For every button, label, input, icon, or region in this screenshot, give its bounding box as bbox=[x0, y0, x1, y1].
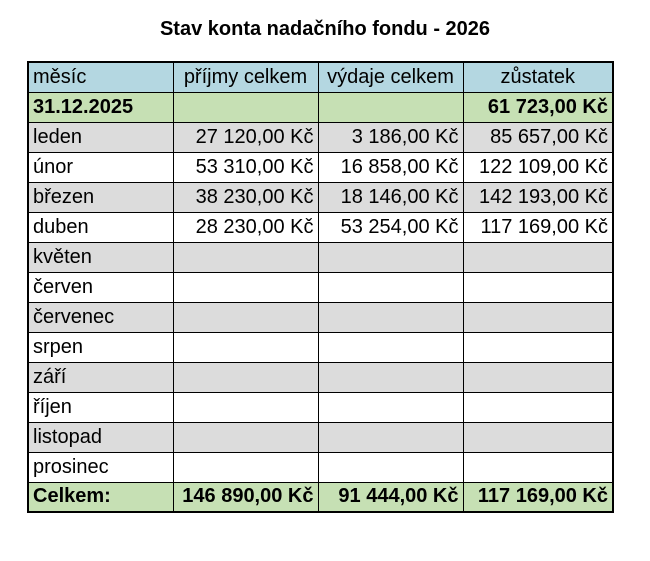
header-income[interactable]: příjmy celkem bbox=[173, 62, 318, 92]
balance-cell[interactable] bbox=[463, 392, 613, 422]
table-row bbox=[28, 152, 613, 182]
expenses-cell[interactable] bbox=[318, 452, 463, 482]
balance-cell[interactable]: 85 657,00 Kč bbox=[463, 122, 613, 152]
table-row bbox=[28, 272, 613, 302]
month-cell[interactable]: duben bbox=[28, 212, 173, 242]
income-cell[interactable] bbox=[173, 362, 318, 392]
income-cell[interactable] bbox=[173, 332, 318, 362]
balance-cell[interactable] bbox=[463, 422, 613, 452]
table-row bbox=[28, 362, 613, 392]
balance-cell[interactable]: 117 169,00 Kč bbox=[463, 212, 613, 242]
income-cell[interactable] bbox=[173, 242, 318, 272]
table-row bbox=[28, 212, 613, 242]
expenses-cell[interactable] bbox=[318, 302, 463, 332]
income-cell[interactable]: 27 120,00 Kč bbox=[173, 122, 318, 152]
month-cell[interactable]: srpen bbox=[28, 332, 173, 362]
month-cell[interactable]: květen bbox=[28, 242, 173, 272]
total-expenses[interactable]: 91 444,00 Kč bbox=[318, 482, 463, 512]
month-cell[interactable]: říjen bbox=[28, 392, 173, 422]
income-cell[interactable]: 28 230,00 Kč bbox=[173, 212, 318, 242]
header-row bbox=[28, 62, 613, 92]
table-row bbox=[28, 422, 613, 452]
table-row bbox=[28, 302, 613, 332]
balance-cell[interactable] bbox=[463, 362, 613, 392]
total-row bbox=[28, 482, 613, 512]
income-cell[interactable] bbox=[173, 302, 318, 332]
expenses-cell[interactable] bbox=[318, 242, 463, 272]
table-row bbox=[28, 332, 613, 362]
opening-expenses[interactable] bbox=[318, 92, 463, 122]
header-expenses[interactable]: výdaje celkem bbox=[318, 62, 463, 92]
expenses-cell[interactable] bbox=[318, 272, 463, 302]
table-row bbox=[28, 242, 613, 272]
table-row bbox=[28, 182, 613, 212]
total-income[interactable]: 146 890,00 Kč bbox=[173, 482, 318, 512]
expenses-cell[interactable] bbox=[318, 392, 463, 422]
income-cell[interactable]: 38 230,00 Kč bbox=[173, 182, 318, 212]
month-cell[interactable]: červen bbox=[28, 272, 173, 302]
income-cell[interactable] bbox=[173, 392, 318, 422]
table-row bbox=[28, 392, 613, 422]
expenses-cell[interactable]: 16 858,00 Kč bbox=[318, 152, 463, 182]
income-cell[interactable] bbox=[173, 452, 318, 482]
expenses-cell[interactable] bbox=[318, 362, 463, 392]
month-cell[interactable]: listopad bbox=[28, 422, 173, 452]
table-row bbox=[28, 122, 613, 152]
total-label[interactable]: Celkem: bbox=[28, 482, 173, 512]
expenses-cell[interactable]: 3 186,00 Kč bbox=[318, 122, 463, 152]
total-balance[interactable]: 117 169,00 Kč bbox=[463, 482, 613, 512]
income-cell[interactable] bbox=[173, 422, 318, 452]
header-month[interactable]: měsíc bbox=[28, 62, 173, 92]
month-cell[interactable]: březen bbox=[28, 182, 173, 212]
opening-balance-row bbox=[28, 92, 613, 122]
fund-balance-table bbox=[27, 61, 614, 513]
expenses-cell[interactable]: 18 146,00 Kč bbox=[318, 182, 463, 212]
balance-cell[interactable] bbox=[463, 242, 613, 272]
opening-label[interactable]: 31.12.2025 bbox=[28, 92, 173, 122]
opening-income[interactable] bbox=[173, 92, 318, 122]
header-balance[interactable]: zůstatek bbox=[463, 62, 613, 92]
month-cell[interactable]: únor bbox=[28, 152, 173, 182]
income-cell[interactable]: 53 310,00 Kč bbox=[173, 152, 318, 182]
expenses-cell[interactable] bbox=[318, 422, 463, 452]
expenses-cell[interactable]: 53 254,00 Kč bbox=[318, 212, 463, 242]
balance-cell[interactable] bbox=[463, 452, 613, 482]
page-title: Stav konta nadačního fondu - 2026 bbox=[159, 18, 491, 40]
balance-cell[interactable]: 122 109,00 Kč bbox=[463, 152, 613, 182]
month-cell[interactable]: leden bbox=[28, 122, 173, 152]
balance-cell[interactable] bbox=[463, 272, 613, 302]
balance-cell[interactable] bbox=[463, 332, 613, 362]
expenses-cell[interactable] bbox=[318, 332, 463, 362]
month-cell[interactable]: září bbox=[28, 362, 173, 392]
income-cell[interactable] bbox=[173, 272, 318, 302]
table-row bbox=[28, 452, 613, 482]
month-cell[interactable]: červenec bbox=[28, 302, 173, 332]
month-cell[interactable]: prosinec bbox=[28, 452, 173, 482]
opening-balance[interactable]: 61 723,00 Kč bbox=[463, 92, 613, 122]
balance-cell[interactable] bbox=[463, 302, 613, 332]
balance-cell[interactable]: 142 193,00 Kč bbox=[463, 182, 613, 212]
